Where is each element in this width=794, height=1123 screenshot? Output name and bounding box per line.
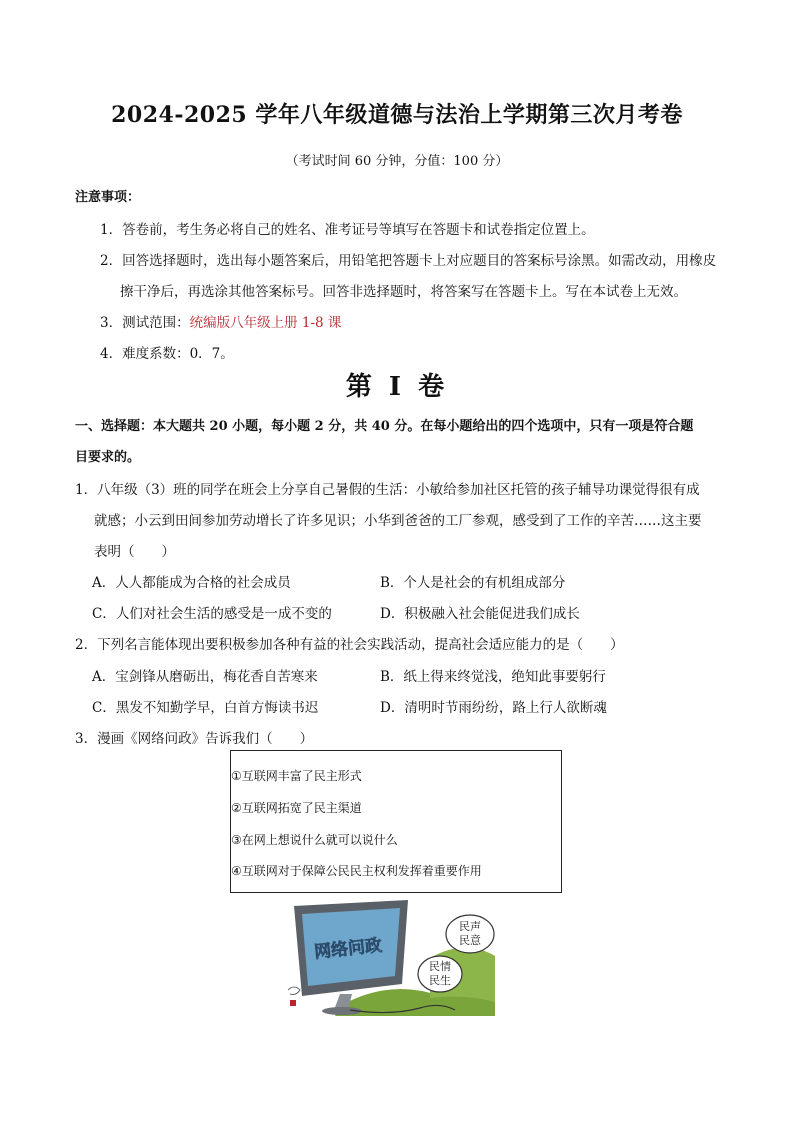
question-2-option-d: D．清明时节雨纷纷，路上行人欲断魂 [380, 700, 607, 716]
exam-subtitle: （考试时间 60 分钟，分值：100 分） [285, 154, 509, 169]
test-scope-highlight: 统编版八年级上册 1-8 课 [189, 315, 342, 331]
question-1-option-a: A．人人都能成为合格的社会成员 [92, 575, 291, 591]
artist-signature-mark [288, 987, 300, 995]
page-title: 2024-2025 学年八年级道德与法治上学期第三次月考卷 [111, 102, 683, 128]
volume-title: 第 I 卷 [345, 372, 449, 402]
notice-number: 1． [100, 222, 123, 238]
question-3-stem: 3．漫画《网络问政》告诉我们（ ） [75, 731, 314, 747]
bubble-1-line-1: 民声 [459, 920, 481, 933]
notice-item-4 [100, 342, 234, 362]
notice-number: 2． [100, 253, 123, 269]
question-1-stem-line-3: 表明（ ） [94, 544, 175, 560]
notice-text: 答卷前，考生务必将自己的姓名、准考证号等填写在答题卡和试卷指定位置上。 [122, 222, 595, 238]
cartoon-illustration [280, 898, 502, 1016]
question-2-option-b: B．纸上得来终觉浅，绝知此事要躬行 [380, 669, 606, 685]
statement-4: ④互联网对于保障公民民主权利发挥着重要作用 [231, 864, 482, 878]
question-1-stem-line-2: 就感；小云到田间参加劳动增长了许多见识；小华到爸爸的工厂参观，感受到了工作的辛苦……这主要 [94, 513, 702, 529]
section-heading-line-1: 一、选择题：本大题共 20 小题，每小题 2 分，共 40 分。在每小题给出的四个选项中，只有一项是符合题 [75, 419, 694, 434]
bubble-2-line-2: 民生 [429, 974, 451, 987]
statements-box [230, 750, 562, 893]
bubble-2-line-1: 民情 [429, 960, 451, 973]
notice-item-3 [100, 311, 341, 331]
notice-number: 3． [100, 315, 123, 331]
statement-3: ③在网上想说什么就可以说什么 [231, 833, 398, 847]
notice-label: 测试范围： [122, 315, 190, 331]
question-2-option-c: C．黑发不知勤学早，白首方悔读书迟 [92, 700, 319, 716]
question-1-option-d: D．积极融入社会能促进我们成长 [380, 606, 580, 622]
statement-2: ②互联网拓宽了民主渠道 [231, 801, 362, 815]
notice-item-2 [100, 249, 716, 269]
bubble-1-line-2: 民意 [459, 934, 481, 947]
artist-seal-mark [290, 1000, 296, 1006]
question-1-option-b: B．个人是社会的有机组成部分 [380, 575, 566, 591]
question-2-stem: 2．下列名言能体现出要积极参加各种有益的社会实践活动，提高社会适应能力的是（ ） [75, 637, 624, 653]
question-1-stem-line-1: 1．八年级（3）班的同学在班会上分享自己暑假的生活：小敏给参加社区托管的孩子辅导功课觉得很有成 [75, 482, 700, 498]
notice-item-1 [100, 218, 595, 238]
question-1-option-c: C．人们对社会生活的感受是一成不变的 [92, 606, 332, 622]
notice-text: 难度系数：0．7。 [122, 346, 234, 362]
notice-heading: 注意事项： [75, 190, 141, 205]
section-heading-line-2: 目要求的。 [75, 450, 141, 465]
question-2-option-a: A．宝剑锋从磨砺出，梅花香自苦寒来 [92, 669, 318, 685]
screen-text: 网络问政 [313, 935, 383, 963]
notice-number: 4． [100, 346, 123, 362]
notice-text: 回答选择题时，选出每小题答案后，用铅笔把答题卡上对应题目的答案标号涂黑。如需改动，用橡皮 [122, 253, 717, 269]
notice-item-2-continued: 擦干净后，再选涂其他答案标号。回答非选择题时，将答案写在答题卡上。写在本试卷上无效。 [120, 284, 687, 300]
statement-1: ①互联网丰富了民主形式 [231, 769, 362, 783]
